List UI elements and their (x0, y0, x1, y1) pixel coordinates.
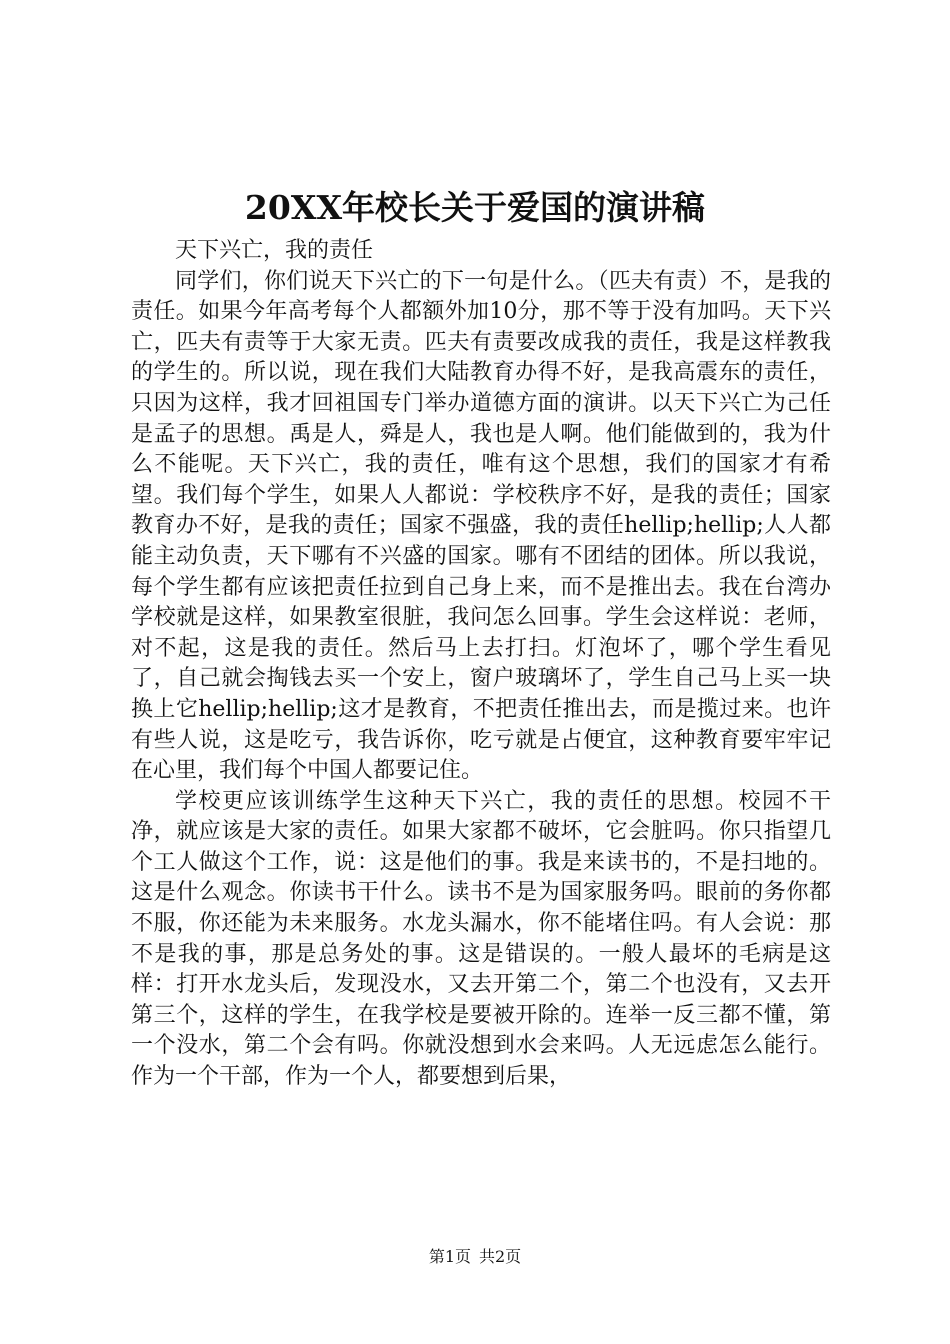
document-title: 20XX年校长关于爱国的演讲稿 (244, 188, 706, 227)
page-number-total: 共2页 (479, 1247, 522, 1266)
page-number-current: 第1页 (428, 1247, 471, 1266)
paragraph: 同学们，你们说天下兴亡的下一句是什么。（匹夫有责）不，是我的责任。如果今年高考每个人都额外加10分，那不等于没有加吗。天下兴亡，匹夫有责等于大家无责。匹夫有责要改成我的责任，我是这样教我的学生的。所以说，现在我们大陆教育办得不好，是我高震东的责任，只因为这样，我才回祖国专门举办道德方面的演讲。以天下兴亡为己任是孟子的思想。禹是人，舜是人，我也是人啊。他们能做到的，我为什么不能呢。天下兴亡，我的责任，唯有这个思想，我们的国家才有希望。我们每个学生，如果人人都说：学校秩序不好，是我的责任；国家教育办不好，是我的责任；国家不强盛，我的责任hellip;hellip;人人都能主动负责，天下哪有不兴盛的国家。哪有不团结的团体。所以我说，每个学生都有应该把责任拉到自己身上来，而不是推出去。我在台湾办学校就是这样，如果教室很脏，我问怎么回事。学生会这样说：老师，对不起，这是我的责任。然后马上去打扫。灯泡坏了，哪个学生看见了，自己就会掏钱去买一个安上，窗户玻璃坏了，学生自己马上买一块换上它hellip;hellip;这才是教育，不把责任推出去，而是揽过来。也许有些人说，这是吃亏，我告诉你，吃亏就是占便宜，这种教育要牢牢记在心里，我们每个中国人都要记住。 (131, 268, 831, 784)
document-body (131, 236, 831, 1093)
page-footer (0, 1247, 950, 1267)
paragraph: 学校更应该训练学生这种天下兴亡，我的责任的思想。校园不干净，就应该是大家的责任。如果大家都不破坏，它会脏吗。你只指望几个工人做这个工作，说：这是他们的事。我是来读书的，不是扫地的。这是什么观念。你读书干什么。读书不是为国家服务吗。眼前的务你都不服，你还能为未来服务。水龙头漏水，你不能堵住吗。有人会说：那不是我的事，那是总务处的事。这是错误的。一般人最坏的毛病是这样：打开水龙头后，发现没水，又去开第二个，第二个也没有，又去开第三个，这样的学生，在我学校是要被开除的。连举一反三都不懂，第一个没水，第二个会有吗。你就没想到水会来吗。人无远虑怎么能行。作为一个干部，作为一个人，都要想到后果， (131, 788, 831, 1090)
paragraph-heading-line: 天下兴亡，我的责任 (175, 238, 374, 263)
